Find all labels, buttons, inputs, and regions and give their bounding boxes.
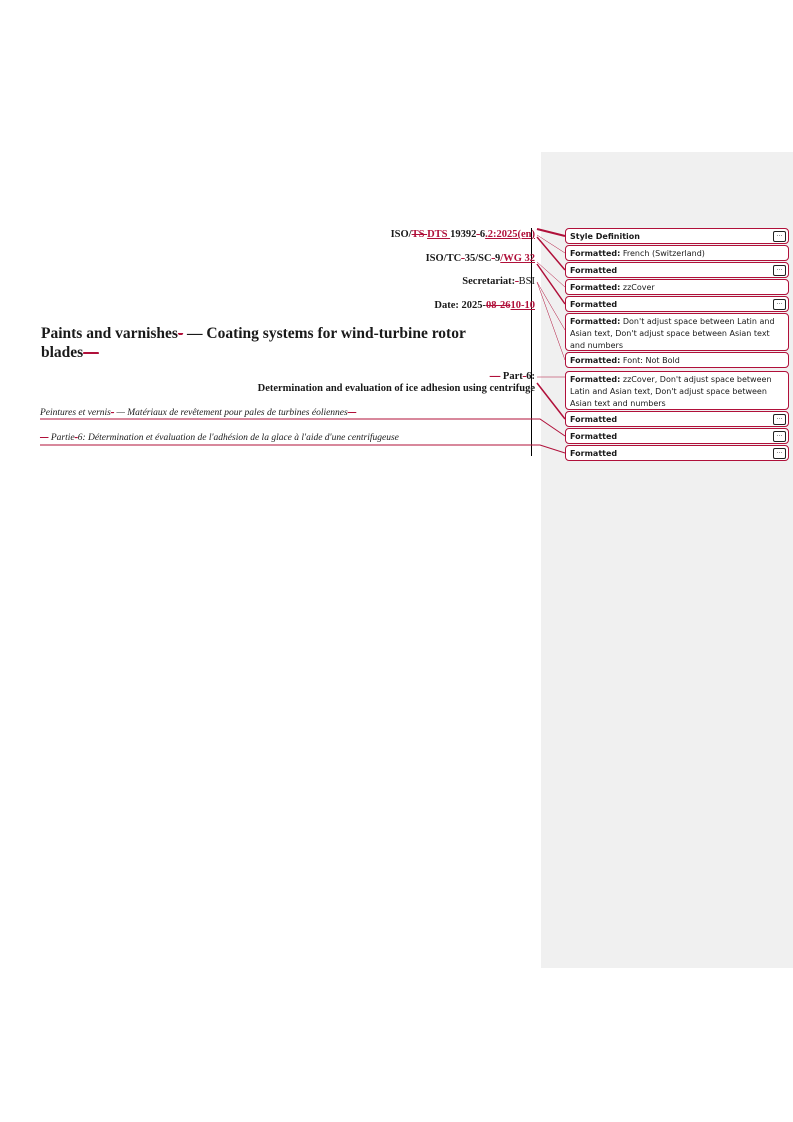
more-details-button[interactable]: ...: [773, 231, 786, 242]
part-subtitle: Determination and evaluation of ice adhesion using centrifuge: [257, 383, 535, 394]
comment-balloon[interactable]: [565, 313, 789, 351]
balloon-text: French (Switzerland): [620, 249, 705, 258]
balloon-label: Formatted: [570, 432, 618, 441]
more-details-button[interactable]: ...: [773, 414, 786, 425]
balloon-label: Formatted:: [570, 317, 621, 326]
balloon-text: zzCover: [620, 283, 655, 292]
more-details-button[interactable]: ...: [773, 299, 786, 310]
more-details-button[interactable]: ...: [773, 448, 786, 459]
balloon-label: Formatted: [570, 266, 618, 275]
comment-balloon[interactable]: [565, 371, 789, 410]
balloon-label: Formatted:: [570, 283, 621, 292]
balloon-label: Style Definition: [570, 232, 640, 241]
part-number: — Part-6:: [489, 371, 535, 382]
document-reference: ISO/TS DTS 19392-6.2:2025(en): [390, 229, 535, 240]
comment-balloon[interactable]: [565, 279, 789, 295]
balloon-label: Formatted: [570, 415, 618, 424]
comment-balloon[interactable]: [565, 352, 789, 368]
balloon-label: Formatted: [570, 449, 618, 458]
more-details-button[interactable]: ...: [773, 431, 786, 442]
committee-reference: ISO/TC-35/SC-9/WG 32: [425, 253, 535, 264]
comment-balloon[interactable]: [565, 228, 789, 244]
comment-balloon[interactable]: [565, 428, 789, 444]
balloon-label: Formatted:: [570, 356, 621, 365]
balloon-label: Formatted:: [570, 375, 621, 384]
balloon-text: zzCover, Don't adjust space between Latin and Asian text, Don't adjust space between Asian text and numbers: [570, 375, 772, 408]
french-title: Peintures et vernis- — Matériaux de revêtement pour pales de turbines éoliennes—: [40, 408, 357, 418]
document-title: Paints and varnishes- — Coating systems for wind-turbine rotor blades—: [41, 325, 466, 361]
comment-balloon[interactable]: [565, 262, 789, 278]
comment-balloon[interactable]: [565, 411, 789, 427]
secretariat: Secretariat:-BSI: [462, 276, 535, 287]
comment-balloon[interactable]: [565, 245, 789, 261]
comment-balloon[interactable]: [565, 445, 789, 461]
comment-balloon[interactable]: [565, 296, 789, 312]
balloon-text: Don't adjust space between Latin and Asian text, Don't adjust space between Asian text and numbers: [570, 317, 775, 350]
document-date: Date: 2025-08-2610-10: [434, 300, 535, 311]
balloon-label: Formatted:: [570, 249, 621, 258]
french-part-title: — Partie-6: Détermination et évaluation de l'adhésion de la glace à l'aide d'une centrifugeuse: [40, 433, 399, 443]
balloon-label: Formatted: [570, 300, 618, 309]
balloon-text: Font: Not Bold: [620, 356, 680, 365]
more-details-button[interactable]: ...: [773, 265, 786, 276]
